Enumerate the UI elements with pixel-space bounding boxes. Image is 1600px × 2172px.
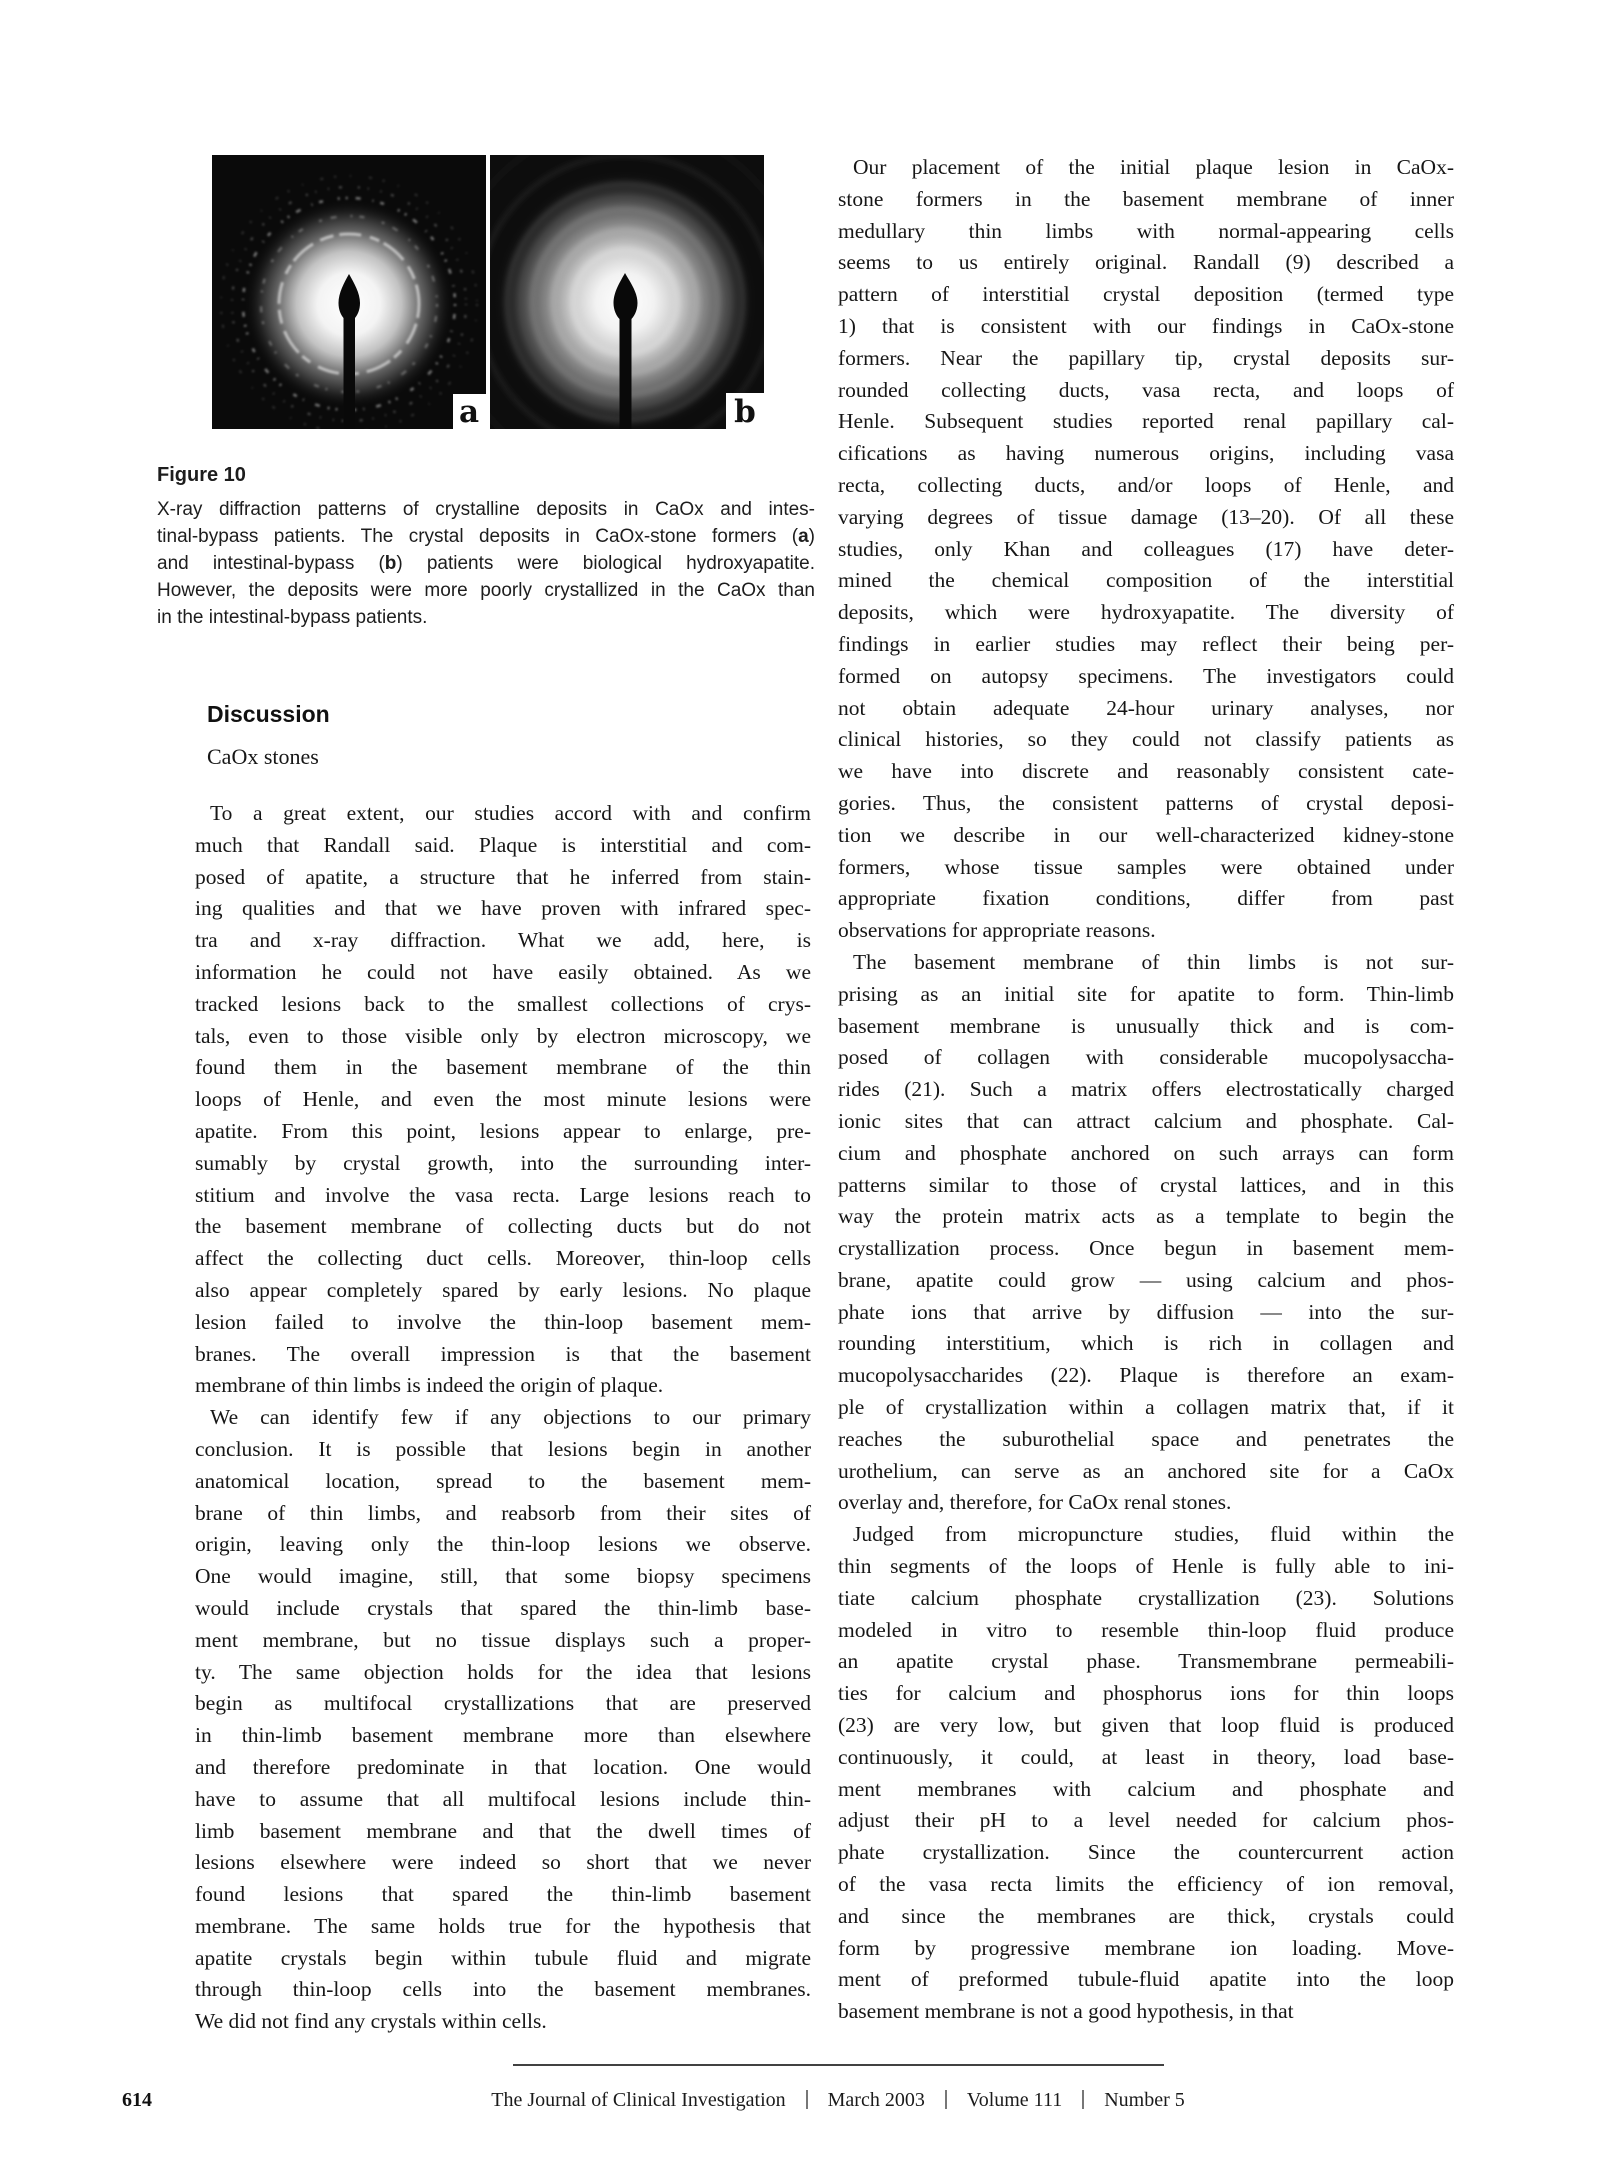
text-line: formers, whose tissue samples were obtained under — [838, 854, 1454, 879]
text-line: also appear completely spared by early lesions. No plaque — [195, 1277, 811, 1302]
footer-number: Number 5 — [1104, 2089, 1185, 2111]
page-number: 614 — [122, 2089, 152, 2111]
text-line: tinal-bypass patients. The crystal deposits in CaOx-stone formers (a) — [157, 526, 815, 547]
text-line: and since the membranes are thick, crystals could — [838, 1903, 1454, 1928]
text-line: have to assume that all multifocal lesions include thin- — [195, 1786, 811, 1811]
footer-journal-title: The Journal of Clinical Investigation — [491, 2089, 786, 2111]
text-line: (23) are very low, but given that loop fluid is produced — [838, 1713, 1454, 1738]
text-line: To a great extent, our studies accord with and confirm — [210, 801, 811, 825]
text-line: 1) that is consistent with our findings in CaOx-stone — [838, 313, 1454, 338]
text-line: crystallization process. Once begun in basement mem- — [838, 1236, 1454, 1261]
text-line: would include crystals that spared the thin-limb base- — [195, 1595, 811, 1620]
text-line: and therefore predominate in that location. One would — [195, 1754, 811, 1779]
text-line: studies, only Khan and colleagues (17) have deter- — [838, 536, 1454, 561]
paragraph — [195, 798, 811, 1402]
text-line: in the intestinal-bypass patients. — [157, 607, 428, 628]
text-line: in thin-limb basement membrane more than elsewhere — [195, 1723, 811, 1748]
text-line: recta, collecting ducts, and/or loops of Henle, and — [838, 472, 1454, 497]
text-line: The basement membrane of thin limbs is not sur- — [853, 949, 1454, 974]
text-line: patterns similar to those of crystal lattices, and in this — [838, 1172, 1454, 1197]
text-line: reaches the suburothelial space and penetrates the — [838, 1426, 1454, 1451]
text-line: seems to us entirely original. Randall (9) described a — [838, 250, 1454, 275]
subsection-heading-caox-stones: CaOx stones — [207, 744, 319, 769]
text-line: membrane. The same holds true for the hypothesis that — [195, 1913, 811, 1938]
text-line: phate ions that arrive by diffusion — into the sur- — [838, 1299, 1454, 1324]
text-line: way the protein matrix acts as a template to begin the — [838, 1204, 1454, 1229]
text-line: Our placement of the initial plaque lesion in CaOx- — [853, 155, 1454, 179]
paragraph — [838, 1519, 1454, 2028]
text-line: Judged from micropuncture studies, fluid within the — [853, 1522, 1454, 1547]
text-line: tals, even to those visible only by electron microscopy, we — [195, 1023, 811, 1048]
footer-separator — [945, 2090, 947, 2109]
text-line: found lesions that spared the thin-limb basement — [195, 1882, 811, 1907]
diffraction-pattern-b-image — [490, 155, 764, 429]
text-line: lesion failed to involve the thin-loop basement mem- — [195, 1309, 811, 1334]
text-line: through thin-loop cells into the basement membranes. — [195, 1977, 811, 2002]
text-line: brane of thin limbs, and reabsorb from their sites of — [195, 1500, 811, 1525]
text-line: phate crystallization. Since the countercurrent action — [838, 1840, 1454, 1865]
footer-date: March 2003 — [827, 2089, 925, 2111]
text-line: We can identify few if any objections to our primary — [210, 1405, 811, 1430]
text-line: modeled in vitro to resemble thin-loop fluid produce — [838, 1617, 1454, 1642]
footer-volume: Volume 111 — [966, 2089, 1063, 2111]
text-line: ionic sites that can attract calcium and phosphate. Cal- — [838, 1108, 1454, 1133]
text-line: deposits, which were hydroxyapatite. The diversity of — [838, 600, 1454, 625]
footer-rule — [513, 2064, 1164, 2066]
text-line: lesions elsewhere were indeed so short that we never — [195, 1850, 811, 1875]
text-line: pattern of interstitial crystal deposition (termed type — [838, 282, 1454, 307]
footer-separator — [1082, 2090, 1084, 2109]
text-line: conclusion. It is possible that lesions begin in another — [195, 1436, 811, 1461]
panel-a-label: a — [458, 394, 480, 429]
text-line: ple of crystallization within a collagen matrix that, if it — [838, 1395, 1454, 1420]
diffraction-pattern-a-image — [212, 155, 486, 429]
text-line: continuously, it could, at least in theory, load base- — [838, 1744, 1454, 1769]
text-line: ment membranes with calcium and phosphate and — [838, 1776, 1454, 1801]
text-line: tracked lesions back to the smallest collections of crys- — [195, 991, 811, 1016]
text-line: stone formers in the basement membrane of inner — [838, 186, 1454, 211]
text-line: limb basement membrane and that the dwell times of — [195, 1818, 811, 1843]
text-line: Henle. Subsequent studies reported renal papillary cal- — [838, 409, 1454, 434]
text-line: sumably by crystal growth, into the surrounding inter- — [195, 1150, 811, 1175]
text-line: One would imagine, still, that some biopsy specimens — [195, 1564, 811, 1589]
text-line: rides (21). Such a matrix offers electrostatically charged — [838, 1077, 1454, 1102]
footer-separator — [806, 2090, 808, 2109]
text-line: begin as multifocal crystallizations that are preserved — [195, 1691, 811, 1716]
text-line: ment of preformed tubule-fluid apatite into the loop — [838, 1967, 1454, 1992]
figure-caption-text — [157, 496, 815, 631]
text-line: brane, apatite could grow — using calcium and phos- — [838, 1267, 1454, 1292]
text-line: affect the collecting duct cells. Moreover, thin-loop cells — [195, 1246, 811, 1271]
text-line: anatomical location, spread to the basement mem- — [195, 1468, 811, 1493]
panel-b-label: b — [734, 394, 756, 429]
text-line: and intestinal-bypass (b) patients were biological hydroxyapatite. — [157, 553, 815, 574]
left-column-paragraphs — [195, 798, 811, 2038]
text-line: We did not find any crystals within cells. — [195, 2009, 547, 2034]
text-line: observations for appropriate reasons. — [838, 918, 1156, 943]
text-line: findings in earlier studies may reflect their being per- — [838, 631, 1454, 656]
text-line: formed on autopsy specimens. The investigators could — [838, 663, 1454, 688]
figure-caption-title: Figure 10 — [157, 464, 246, 486]
footer-line — [418, 2089, 1258, 2112]
text-line: tion we describe in our well-characterized kidney-stone — [838, 822, 1454, 847]
text-line: cifications as having numerous origins, including vasa — [838, 441, 1454, 466]
paragraph — [838, 947, 1454, 1519]
text-line: overlay and, therefore, for CaOx renal stones. — [838, 1490, 1232, 1515]
text-line: mined the chemical composition of the interstitial — [838, 568, 1454, 593]
text-line: rounded collecting ducts, vasa recta, and loops of — [838, 377, 1454, 402]
text-line: basement membrane is unusually thick and is com- — [838, 1013, 1454, 1038]
text-line: an apatite crystal phase. Transmembrane permeabili- — [838, 1649, 1454, 1674]
text-line: form by progressive membrane ion loading. Move- — [838, 1935, 1454, 1960]
xray-diffraction-a-graphic — [212, 155, 486, 429]
text-line: rounding interstitium, which is rich in collagen and — [838, 1331, 1454, 1356]
section-heading-discussion: Discussion — [207, 701, 330, 727]
text-line: information he could not have easily obtained. As we — [195, 959, 811, 984]
text-line: ment membrane, but no tissue displays such a proper- — [195, 1627, 811, 1652]
text-line: apatite crystals begin within tubule fluid and migrate — [195, 1945, 811, 1970]
text-line: apatite. From this point, lesions appear to enlarge, pre- — [195, 1118, 811, 1143]
text-line: thin segments of the loops of Henle is fully able to ini- — [838, 1554, 1454, 1579]
text-line: basement membrane is not a good hypothesis, in that — [838, 1999, 1294, 2024]
text-line: origin, leaving only the thin-loop lesions we observe. — [195, 1532, 811, 1557]
figure-caption — [157, 462, 815, 631]
text-line: prising as an initial site for apatite to form. Thin-limb — [838, 981, 1454, 1006]
text-line: X-ray diffraction patterns of crystalline deposits in CaOx and intes- — [157, 499, 815, 520]
text-line: ing qualities and that we have proven with infrared spec- — [195, 896, 811, 921]
column-left — [195, 700, 811, 2038]
paragraph — [838, 152, 1454, 947]
text-line: much that Randall said. Plaque is interstitial and com- — [195, 832, 811, 857]
text-line: clinical histories, so they could not classify patients as — [838, 727, 1454, 752]
text-line: membrane of thin limbs is indeed the origin of plaque. — [195, 1373, 664, 1398]
text-line: the basement membrane of collecting ducts but do not — [195, 1214, 811, 1239]
text-line: ties for calcium and phosphorus ions for thin loops — [838, 1681, 1454, 1706]
text-line: medullary thin limbs with normal-appearing cells — [838, 218, 1454, 243]
xray-diffraction-b-graphic — [490, 155, 764, 429]
text-line: urothelium, can serve as an anchored site for a CaOx — [838, 1458, 1454, 1483]
text-line: gories. Thus, the consistent patterns of crystal deposi- — [838, 790, 1454, 815]
text-line: mucopolysaccharides (22). Plaque is therefore an exam- — [838, 1363, 1454, 1388]
text-line: adjust their pH to a level needed for calcium phos- — [838, 1808, 1454, 1833]
text-line: posed of apatite, a structure that he inferred from stain- — [195, 864, 811, 889]
right-column-paragraphs — [838, 152, 1454, 2028]
text-line: loops of Henle, and even the most minute lesions were — [195, 1087, 811, 1112]
text-line: formers. Near the papillary tip, crystal deposits sur- — [838, 345, 1454, 370]
column-right — [838, 152, 1454, 2028]
text-line: cium and phosphate anchored on such arrays can form — [838, 1140, 1454, 1165]
text-line: of the vasa recta limits the efficiency of ion removal, — [838, 1872, 1454, 1897]
text-line: ty. The same objection holds for the idea that lesions — [195, 1659, 811, 1684]
text-line: varying degrees of tissue damage (13–20). Of all these — [838, 504, 1454, 529]
text-line: tiate calcium phosphate crystallization (23). Solutions — [838, 1585, 1454, 1610]
text-line: not obtain adequate 24-hour urinary analyses, nor — [838, 695, 1454, 720]
text-line: branes. The overall impression is that the basement — [195, 1341, 811, 1366]
paragraph — [195, 1402, 811, 2038]
text-line: we have into discrete and reasonably consistent cate- — [838, 759, 1454, 784]
text-line: appropriate fixation conditions, differ from past — [838, 886, 1454, 911]
text-line: posed of collagen with considerable mucopolysaccha- — [838, 1045, 1454, 1070]
text-line: tra and x-ray diffraction. What we add, here, is — [195, 928, 811, 953]
text-line: However, the deposits were more poorly crystallized in the CaOx than — [157, 580, 815, 601]
text-line: found them in the basement membrane of the thin — [195, 1055, 811, 1080]
text-line: stitium and involve the vasa recta. Large lesions reach to — [195, 1182, 811, 1207]
